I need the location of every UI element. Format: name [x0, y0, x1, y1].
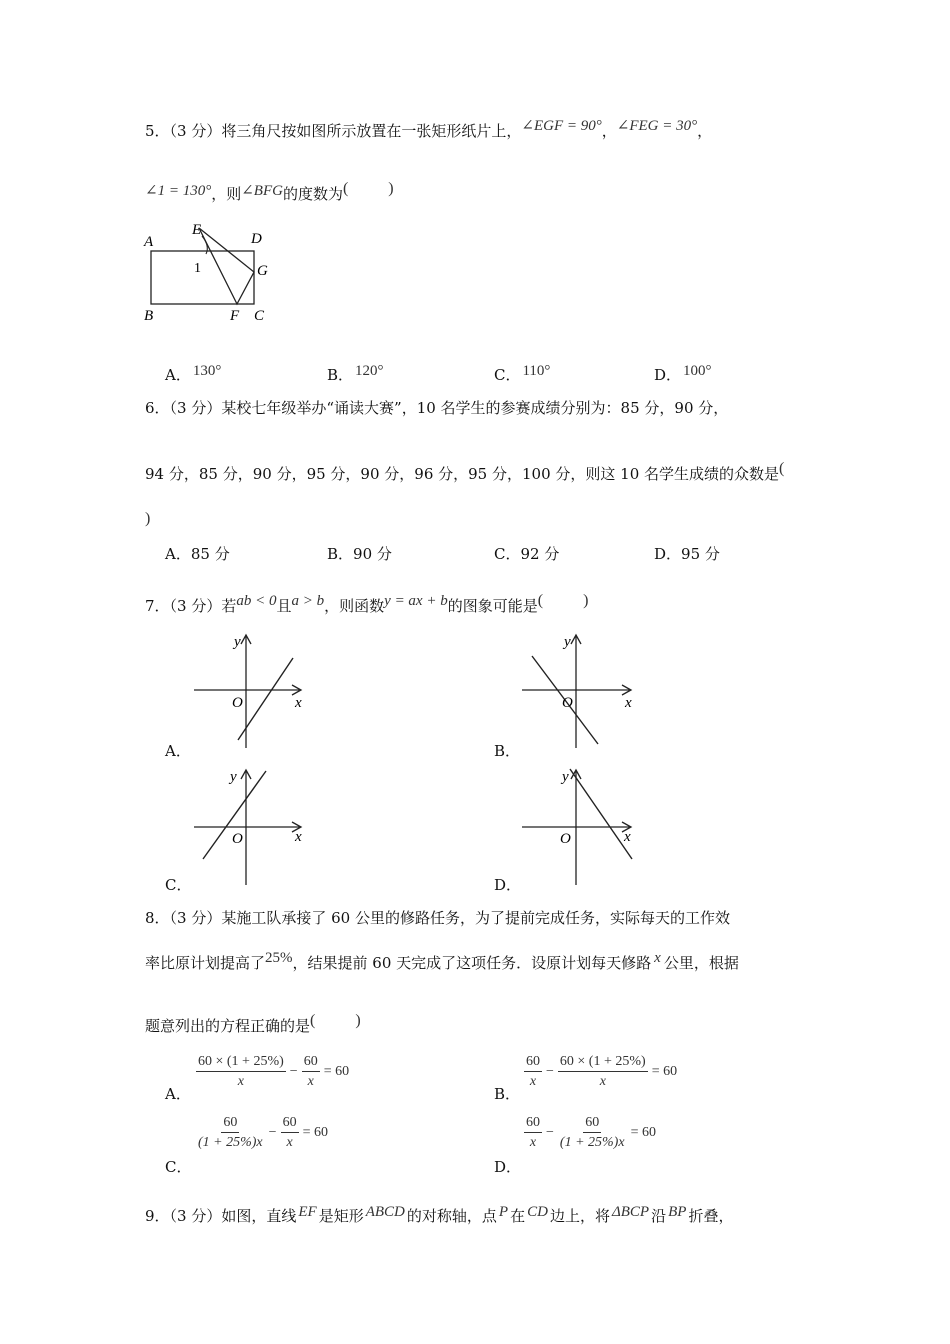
- q7-score: （3 分）: [169, 597, 222, 615]
- denominator: x: [529, 1135, 537, 1150]
- q5-figure: [140, 218, 285, 328]
- q5-score: （3 分）: [169, 122, 222, 140]
- q8-option-a-letter: A．: [165, 1085, 191, 1103]
- numerator: 60: [583, 1114, 601, 1133]
- y-axis-label: y: [234, 634, 241, 650]
- rhs: = 60: [323, 1063, 350, 1079]
- rhs: = 60: [630, 1124, 656, 1140]
- q5-paren-open: (: [342, 180, 349, 197]
- q6-line1-text: 某校七年级举办“诵读大赛”，10 名学生的参赛成绩分别为：85 分，90 分，: [221, 399, 729, 417]
- q5-option-c-letter: C．: [494, 366, 521, 384]
- numerator: 60: [524, 1114, 542, 1133]
- q9-math-bcp: ΔBCP: [611, 1204, 650, 1220]
- label-g: G: [257, 263, 268, 279]
- q7-line1: [145, 592, 589, 617]
- q9-math-p: P: [498, 1204, 509, 1220]
- q9-line1: [145, 1206, 733, 1227]
- q9-text-b: 是矩形: [318, 1207, 364, 1225]
- q7-option-b-letter: B．: [494, 742, 521, 760]
- y-axis-label: y: [564, 634, 571, 650]
- q9-number: 9．: [145, 1207, 170, 1225]
- q6-line3: [145, 508, 150, 529]
- fraction: [302, 1053, 320, 1090]
- numerator: 60 × (1 + 25%): [196, 1053, 286, 1072]
- q5-math-angle1: ∠1 = 130°: [145, 183, 212, 199]
- denominator: x: [307, 1074, 314, 1089]
- numerator: 60: [221, 1114, 239, 1133]
- label-d: D: [251, 231, 262, 247]
- q6-option-a-letter: A．: [165, 545, 191, 563]
- q7-math-ab: ab < 0: [236, 593, 277, 609]
- q8-line2-a: 率比原计划提高了: [145, 954, 266, 972]
- q5-option-c: [494, 365, 550, 386]
- q5-option-a-value: 130°: [192, 363, 222, 379]
- q5-line2: [145, 180, 394, 205]
- q9-text-f: 沿: [651, 1207, 667, 1225]
- minus-sign: −: [546, 1063, 554, 1079]
- q7-option-d: [494, 875, 521, 895]
- q8-line2-b: ，结果提前 60 天完成了这项任务．设原计划每天修路: [292, 954, 652, 972]
- q6-number: 6．: [145, 399, 170, 417]
- q5-text-a: 将三角尺按如图所示放置在一张矩形纸片上，: [221, 122, 522, 140]
- q6-option-d: [654, 544, 720, 564]
- q9-text-e: 边上，将: [549, 1207, 610, 1225]
- q8-line3: [145, 1012, 361, 1037]
- fraction: [558, 1114, 627, 1151]
- q5-option-a: [165, 365, 221, 386]
- q6-option-b-letter: B．: [327, 545, 354, 563]
- q7-option-d-letter: D．: [494, 876, 522, 894]
- q6-paren-close: ): [145, 510, 151, 527]
- y-axis-label: y: [230, 769, 237, 785]
- q6-option-d-value: 95 分: [681, 545, 720, 563]
- q9-score: （3 分）: [169, 1207, 222, 1225]
- q7-text-b: 且: [276, 597, 292, 615]
- q5-option-b-letter: B．: [327, 366, 354, 384]
- numerator: 60: [281, 1114, 299, 1133]
- denominator: x: [237, 1074, 244, 1089]
- label-c: C: [254, 308, 265, 324]
- q5-comma2: ，: [697, 122, 713, 140]
- q5-option-b-value: 120°: [355, 363, 384, 379]
- q5-text-c: 的度数为: [282, 185, 343, 203]
- q7-paren-close: ): [583, 592, 589, 609]
- q5-text-b: ，则: [211, 185, 242, 203]
- denominator: x: [529, 1074, 537, 1089]
- q7-graph-c: [190, 765, 315, 887]
- q8-math-x: x: [654, 950, 661, 966]
- origin-label: O: [232, 831, 243, 847]
- q8-number: 8．: [145, 909, 170, 927]
- q8-option-b-equation: [524, 1053, 677, 1090]
- rhs: = 60: [651, 1063, 678, 1079]
- denominator: x: [286, 1135, 293, 1150]
- q9-text-d: 在: [510, 1207, 526, 1225]
- q9-math-abcd: ABCD: [365, 1204, 405, 1220]
- q5-math-feg: ∠FEG = 30°: [616, 118, 698, 134]
- q8-line1: [145, 908, 730, 928]
- q7-text-d: 的图象可能是: [447, 597, 538, 615]
- q8-option-d-equation: [524, 1114, 656, 1151]
- q6-option-a-value: 85 分: [190, 545, 230, 563]
- q8-math-pct: 25%: [265, 950, 293, 966]
- minus-sign: −: [546, 1124, 554, 1140]
- label-b: B: [144, 308, 154, 324]
- denominator: (1 + 25%)x: [559, 1135, 625, 1150]
- fraction: [196, 1114, 265, 1151]
- q5-option-d-value: 100°: [683, 363, 712, 379]
- q5-option-c-value: 110°: [522, 363, 551, 379]
- q8-option-d-letter: D．: [494, 1158, 522, 1176]
- q8-paren-close: ): [355, 1012, 361, 1029]
- q8-option-c-letter: C．: [165, 1158, 192, 1176]
- q9-text-g: 折叠，: [688, 1207, 734, 1225]
- denominator: (1 + 25%)x: [198, 1135, 263, 1150]
- q6-option-b: [327, 544, 392, 564]
- label-a: A: [144, 234, 154, 250]
- triangle-efg: [199, 228, 254, 304]
- q5-option-d: [654, 365, 712, 386]
- q7-math-fn: y = ax + b: [384, 593, 448, 609]
- q5-math-bfg: ∠BFG: [241, 183, 283, 199]
- q7-option-c: [165, 875, 191, 895]
- y-axis-label: y: [562, 769, 569, 785]
- fraction: [196, 1053, 286, 1090]
- q7-number: 7．: [145, 597, 170, 615]
- q9-math-cd: CD: [527, 1204, 548, 1220]
- x-axis-label: x: [295, 695, 302, 711]
- q7-option-b: [494, 741, 520, 761]
- minus-sign: −: [289, 1063, 298, 1079]
- q6-paren-open: (: [779, 460, 785, 477]
- numerator: 60: [524, 1053, 542, 1072]
- q8-option-c-equation: [196, 1114, 328, 1151]
- q5-number: 5．: [145, 122, 170, 140]
- x-axis-label: x: [295, 829, 302, 845]
- q6-option-d-letter: D．: [654, 545, 682, 563]
- q8-score: （3 分）: [169, 909, 222, 927]
- denominator: x: [599, 1074, 606, 1089]
- q6-option-c-letter: C．: [494, 545, 521, 563]
- origin-label: O: [562, 695, 573, 711]
- numerator: 60: [302, 1053, 320, 1072]
- q5-option-a-letter: A．: [165, 366, 191, 384]
- q7-text-c: ，则函数: [324, 597, 385, 615]
- q7-graph-a: [190, 630, 315, 752]
- q8-line1-text: 某施工队承接了 60 公里的修路任务，为了提前完成任务，实际每天的工作效: [221, 909, 730, 927]
- q9-text-c: 的对称轴，点: [406, 1207, 497, 1225]
- q7-paren-open: (: [537, 592, 544, 609]
- q8-line2-c: 公里，根据: [663, 954, 739, 972]
- fraction: [524, 1053, 542, 1090]
- q9-math-ef: EF: [298, 1204, 317, 1220]
- label-e: E: [192, 222, 202, 238]
- label-angle-1: 1: [194, 261, 201, 276]
- q6-line2-text: 94 分，85 分，90 分，95 分，90 分，96 分，95 分，100 分，则这 10 名学生成绩的众数是: [145, 465, 780, 483]
- q9-text-a: 如图，直线: [221, 1207, 297, 1225]
- q7-graph-d: [520, 765, 645, 887]
- rhs: = 60: [302, 1124, 328, 1140]
- q5-line1: [145, 118, 713, 142]
- q7-option-a: [165, 741, 191, 761]
- origin-label: O: [232, 695, 243, 711]
- fraction: [281, 1114, 299, 1151]
- q8-line2: [145, 950, 739, 974]
- q8-option-b-letter: B．: [494, 1085, 521, 1103]
- q5-option-b: [327, 365, 384, 386]
- label-f: F: [230, 308, 240, 324]
- q5-paren-close: ): [388, 180, 394, 197]
- q6-option-c-value: 92 分: [520, 545, 560, 563]
- x-axis-label: x: [624, 829, 631, 845]
- x-axis-label: x: [625, 695, 632, 711]
- q6-option-b-value: 90 分: [353, 545, 392, 563]
- q8-option-a-equation: [196, 1053, 349, 1090]
- fraction: [524, 1114, 542, 1151]
- q6-line2: [145, 460, 785, 485]
- q5-comma1: ，: [601, 122, 617, 140]
- q6-option-c: [494, 544, 559, 564]
- q5-math-egf: ∠EGF = 90°: [521, 118, 602, 134]
- q7-graph-d-line: [570, 769, 632, 859]
- q9-math-bp: BP: [668, 1204, 687, 1220]
- q7-graph-b: [520, 630, 645, 752]
- q7-math-agtb: a > b: [291, 593, 325, 609]
- q8-paren-open: (: [310, 1012, 316, 1029]
- origin-label: O: [560, 831, 571, 847]
- fraction: [558, 1053, 648, 1090]
- minus-sign: −: [268, 1124, 277, 1140]
- q7-text-a: 若: [221, 597, 237, 615]
- q6-score: （3 分）: [169, 399, 222, 417]
- q7-option-c-letter: C．: [165, 876, 192, 894]
- q7-option-a-letter: A．: [165, 742, 191, 760]
- q6-line1: [145, 398, 728, 418]
- q6-option-a: [165, 544, 230, 564]
- numerator: 60 × (1 + 25%): [558, 1053, 648, 1072]
- q5-option-d-letter: D．: [654, 366, 682, 384]
- q8-line3-text: 题意列出的方程正确的是: [145, 1017, 311, 1035]
